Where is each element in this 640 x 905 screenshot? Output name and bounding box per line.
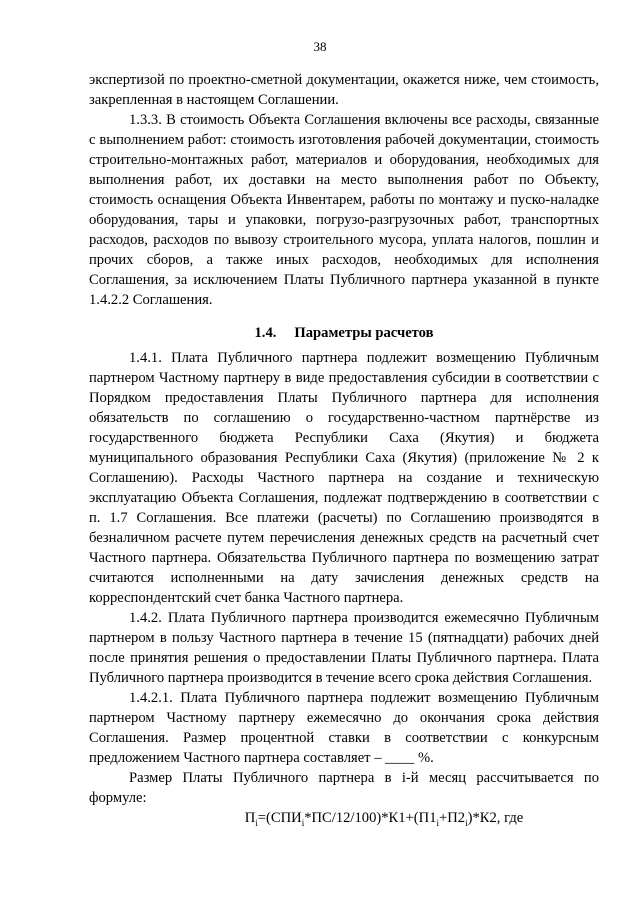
paragraph-1-4-2: 1.4.2. Плата Публичного партнера производится ежемесячно Публичным партнером в пользу Частного партнера в течение 15 (пятнадцати) рабочих дней после принятия решения о предоставлении Платы Публичного партнера. Плата Публичного партнера производится в течение всего срока действия Соглашения.: [89, 610, 599, 686]
section-number: 1.4.: [254, 325, 277, 341]
paragraph-formula-intro: Размер Платы Публичного партнера в i-й месяц рассчитывается по формуле:: [89, 770, 599, 806]
formula-sub: i: [301, 817, 305, 828]
paragraph-expertise: экспертизой по проектно-сметной документации, окажется ниже, чем стоимость, закрепленная в настоящем Соглашении.: [89, 72, 599, 108]
formula-sub: i: [465, 817, 468, 828]
formula-part: *ПС/12/100)*К1+(П1: [304, 810, 437, 826]
payment-formula: [89, 808, 599, 828]
formula-part: )*К2, где: [467, 810, 524, 826]
formula-part: =(СПИ: [257, 810, 302, 826]
section-heading: [89, 323, 599, 343]
section-title: Параметры расчетов: [294, 325, 434, 341]
page-number: 38: [313, 39, 327, 54]
formula-lhs: П: [244, 810, 256, 826]
formula-part: +П2: [439, 810, 466, 826]
formula-sub: i: [255, 817, 258, 828]
page-content: [89, 70, 599, 828]
formula-sub: i: [436, 817, 440, 828]
paragraph-1-4-2-1: 1.4.2.1. Плата Публичного партнера подлежит возмещению Публичным партнером Частному партнеру ежемесячно до окончания срока действия Соглашения. Размер процентной ставки в соответствии с конкурсным предложением Частного партнера составляет – ____ %.: [89, 690, 599, 766]
paragraph-1-4-1: 1.4.1. Плата Публичного партнера подлежит возмещению Публичным партнером Частному партнеру в виде предоставления субсидии в соответствии с Порядком предоставления Платы Публичного партнера для исполнения обязательств по соглашению о государственно-частном партнёрстве из государственного бюджета Республики Саха (Якутия) и бюджета муниципального образования Республики Саха (Якутия) (приложение № 2 к Соглашению). Расходы Частного партнера на создание и техническую эксплуатацию Объекта Соглашения, подлежат подтверждению в соответствии с п. 1.7 Соглашения. Все платежи (расчеты) по Соглашению производятся в безналичном расчете путем перечисления денежных средств на расчетный счет Частного партнера. Обязательства Публичного партнера по возмещению затрат считаются исполненными на дату зачисления денежных средств на корреспондентский счет банка Частного партнера.: [89, 350, 599, 606]
paragraph-1-3-3: 1.3.3. В стоимость Объекта Соглашения включены все расходы, связанные с выполнением работ: стоимость изготовления рабочей документации, стоимость строительно-монтажных работ, материалов и оборудования, необходимых для выполнения работ, их доставки на место выполнения работ по Объекту, стоимость оснащения Объекта Инвентарем, работы по монтажу и пуско-наладке оборудования, тары и упаковки, погрузо-разгрузочных работ, транспортных расходов, расходов по вывозу строительного мусора, уплата налогов, пошлин и прочих сборов, а также иных расходов, необходимых для исполнения Соглашения, за исключением Платы Публичного партнера указанной в пункте 1.4.2.2 Соглашения.: [89, 112, 599, 308]
